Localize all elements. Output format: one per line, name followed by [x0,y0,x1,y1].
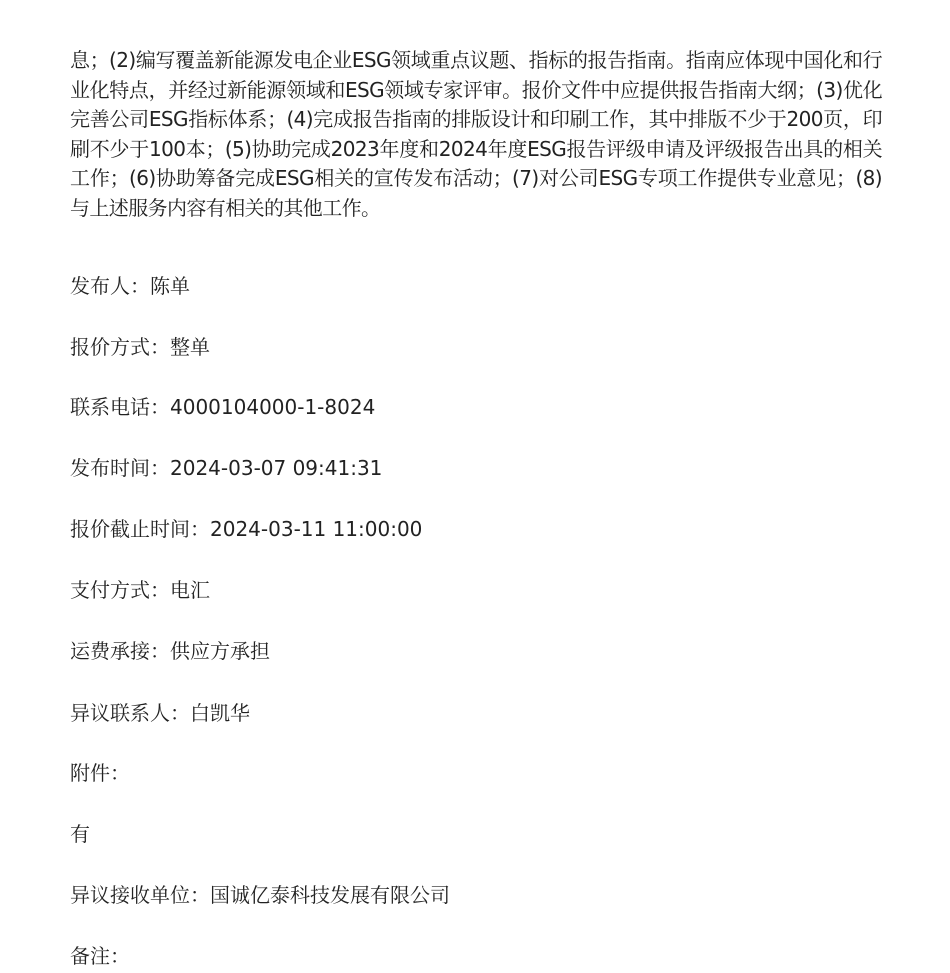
attachment-value: 有 [70,822,90,846]
publisher-field: 发布人：陈单 [70,274,190,298]
objection-contact-field: 异议联系人：白凯华 [70,701,250,725]
payment-method-field: 支付方式：电汇 [70,578,210,602]
publish-time-field: 发布时间：2024-03-07 09:41:31 [70,456,383,480]
objection-unit-field: 异议接收单位：国诚亿泰科技发展有限公司 [70,883,450,907]
attachment-label: 附件： [70,761,130,785]
quote-method-field: 报价方式：整单 [70,335,210,359]
description-block [70,46,882,223]
remarks-label: 备注： [70,944,130,968]
shipping-field: 运费承接：供应方承担 [70,639,270,663]
quote-deadline-field: 报价截止时间：2024-03-11 11:00:00 [70,517,423,541]
phone-field: 联系电话：4000104000-1-8024 [70,395,376,419]
service-description-paragraph: 息；(2)编写覆盖新能源发电企业ESG领域重点议题、指标的报告指南。指南应体现中国化和行业化特点，并经过新能源领域和ESG领域专家评审。报价文件中应提供报告指南大纲；(3)优化完善公司ESG指标体系；(4)完成报告指南的排版设计和印刷工作，其中排版不少于200页，印刷不少于100本；(5)协助完成2023年度和2024年度ESG报告评级申请及评级报告出具的相关工作；(6)协助筹备完成ESG相关的宣传发布活动；(7)对公司ESG专项工作提供专业意见；(8)与上述服务内容有相关的其他工作。 [70,48,882,220]
